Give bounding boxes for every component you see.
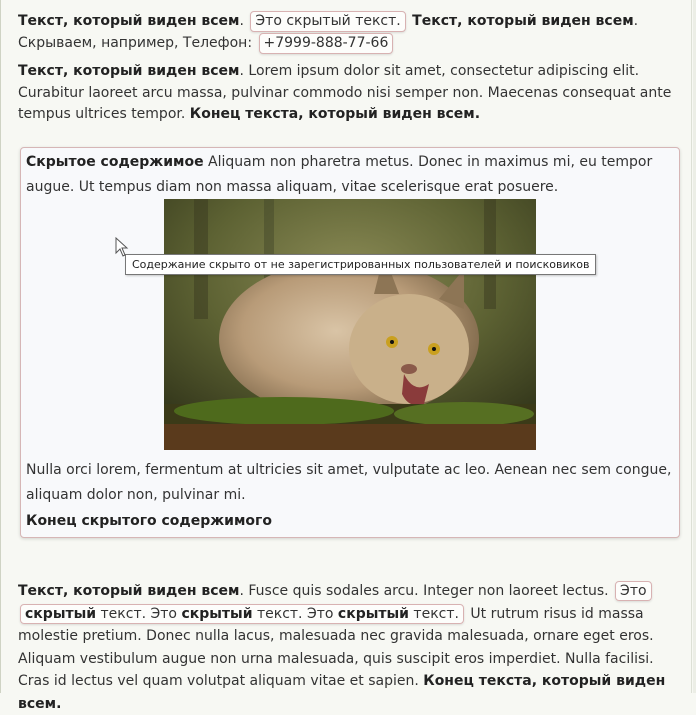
hidden-text-pill[interactable]: Это скрытый текст. — [250, 11, 405, 32]
paragraph-3 — [18, 580, 678, 715]
mouse-cursor-icon — [115, 237, 129, 257]
hidden-content-text: Скрытое содержимое Aliquam non pharetra metus. Donec in maximus mi, eu tempor augue. Ut tempus diam non massa aliquam, vitae scelerisque erat posuere. — [26, 154, 653, 195]
hidden-text-pill[interactable]: Это скрытый текст. Это скрытый текст. Это скрытый текст. — [20, 581, 652, 624]
lynx-photo — [164, 199, 536, 450]
visible-text: . Lorem ipsum dolor sit amet, consectetur adipiscing elit. Curabitur laoreet arcu massa, pulvinar commodo nisi semper non. Maecenas consequat ante tempus ultrices tempor. — [18, 63, 672, 122]
hidden-content-text: Nulla orci lorem, fermentum at ultricies sit amet, vulputate ac leo. Aenean nec sem congue, aliquam dolor non, pulvinar mi. — [26, 462, 672, 503]
tooltip: Содержание скрыто от не зарегистрированных пользователей и поисковиков — [125, 254, 596, 275]
hidden-phone-pill[interactable]: +7999-888-77-66 — [259, 33, 394, 54]
visible-text-bold: Текст, который виден всем — [18, 13, 240, 29]
visible-text-bold: Текст, который виден всем — [18, 583, 240, 599]
paragraph-1 — [18, 10, 678, 54]
page-right-border — [691, 0, 692, 693]
visible-text-bold: Текст, который виден всем — [412, 13, 634, 29]
end-visible-text: Конец текста, который виден всем. — [189, 106, 481, 122]
visible-text: . Fusce quis sodales arcu. Integer non laoreet lectus. — [239, 583, 609, 599]
end-visible-text: Конец текста, который виден всем. — [18, 673, 666, 712]
paragraph-2 — [18, 61, 678, 126]
lynx-image — [164, 199, 536, 450]
visible-text: . Скрываем, например, Телефон: — [18, 13, 639, 51]
punctuation: . — [239, 13, 244, 29]
hidden-content-end: Конец скрытого содержимого — [26, 513, 272, 529]
page-left-border — [0, 0, 1, 693]
visible-text-bold: Текст, который виден всем — [18, 63, 240, 79]
visible-text: Ut rutrum risus id massa molestie pretium. Donec nulla lacus, malesuada nec gravida malesuada, ornare eget eros. Aliquam vestibulum augue non urna malesuada, quis suscipit eros imperdiet. Nulla facilisi. Cras id lectus vel quam volutpat aliquam vitae et sapien. — [18, 605, 654, 689]
hidden-content-box[interactable] — [20, 147, 680, 538]
hidden-content-title: Скрытое содержимое — [26, 154, 204, 170]
